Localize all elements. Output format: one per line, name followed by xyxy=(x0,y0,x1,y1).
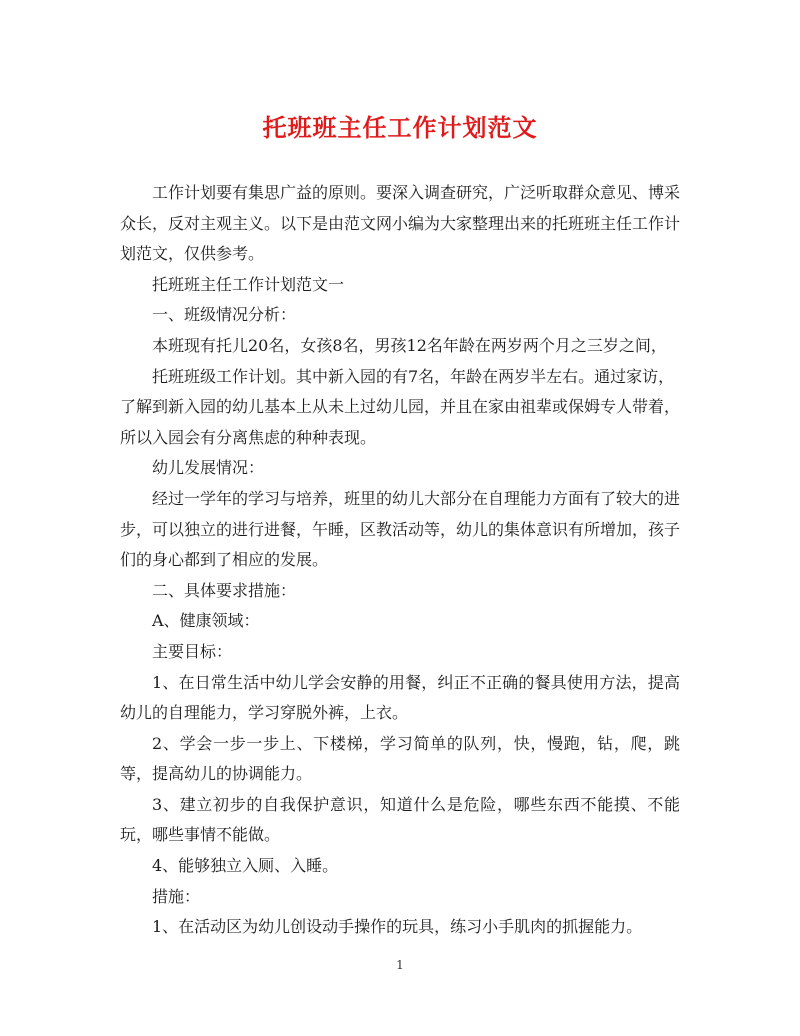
paragraph-goal-2: 2、学会一步一步上、下楼梯，学习简单的队列，快，慢跑，钻，爬，跳等，提高幼儿的协调能力。 xyxy=(120,733,680,784)
paragraph-goal-3: 3、建立初步的自我保护意识，知道什么是危险，哪些东西不能摸、不能玩，哪些事情不能做。 xyxy=(120,794,680,845)
paragraph-home-visit: 了解到新入园的幼儿基本上从未上过幼儿园，并且在家由祖辈或保姆专人带着，所以入园会有分离焦虑的种种表现。 xyxy=(120,397,681,447)
paragraph-goal-1: 1、在日常生活中幼儿学会安静的用餐，纠正不正确的餐具使用方法，提高幼儿的自理能力，学习穿脱外裤，上衣。 xyxy=(120,672,680,723)
document-title: 托班班主任工作计划范文 xyxy=(262,113,538,142)
paragraph-heading-goals: 主要目标： xyxy=(152,641,233,661)
paragraph-heading-requirements: 二、具体要求措施： xyxy=(152,580,297,600)
paragraph-new-children: 托班班级工作计划。其中新入园的有7名，年龄在两岁半左右。通过家访， xyxy=(152,366,675,386)
paragraph-heading-class-analysis: 一、班级情况分析： xyxy=(152,305,297,325)
paragraph-class-count: 本班现有托儿20名，女孩8名，男孩12名年龄在两岁两个月之三岁之间， xyxy=(152,335,667,355)
paragraph-heading-measures: 措施： xyxy=(152,886,201,906)
paragraph-goal-4: 4、能够独立入厕、入睡。 xyxy=(152,856,339,876)
paragraph-heading-development: 幼儿发展情况： xyxy=(152,458,265,478)
paragraph-heading-health: A、健康领域： xyxy=(152,611,260,631)
document-body xyxy=(120,178,680,943)
paragraph-measure-1: 1、在活动区为幼儿创设动手操作的玩具，练习小手肌肉的抓握能力。 xyxy=(152,917,643,937)
paragraph-intro: 工作计划要有集思广益的原则。要深入调查研究，广泛听取群众意见、博采众长，反对主观主义。以下是由范文网小编为大家整理出来的托班班主任工作计划范文，仅供参考。 xyxy=(120,183,681,264)
page-number: 1 xyxy=(396,958,404,972)
paragraph-development: 经过一学年的学习与培养，班里的幼儿大部分在自理能力方面有了较大的进步，可以独立的进行进餐，午睡，区教活动等，幼儿的集体意识有所增加，孩子们的身心都到了相应的发展。 xyxy=(120,488,681,570)
paragraph-heading-plan-one: 托班班主任工作计划范文一 xyxy=(152,274,345,294)
